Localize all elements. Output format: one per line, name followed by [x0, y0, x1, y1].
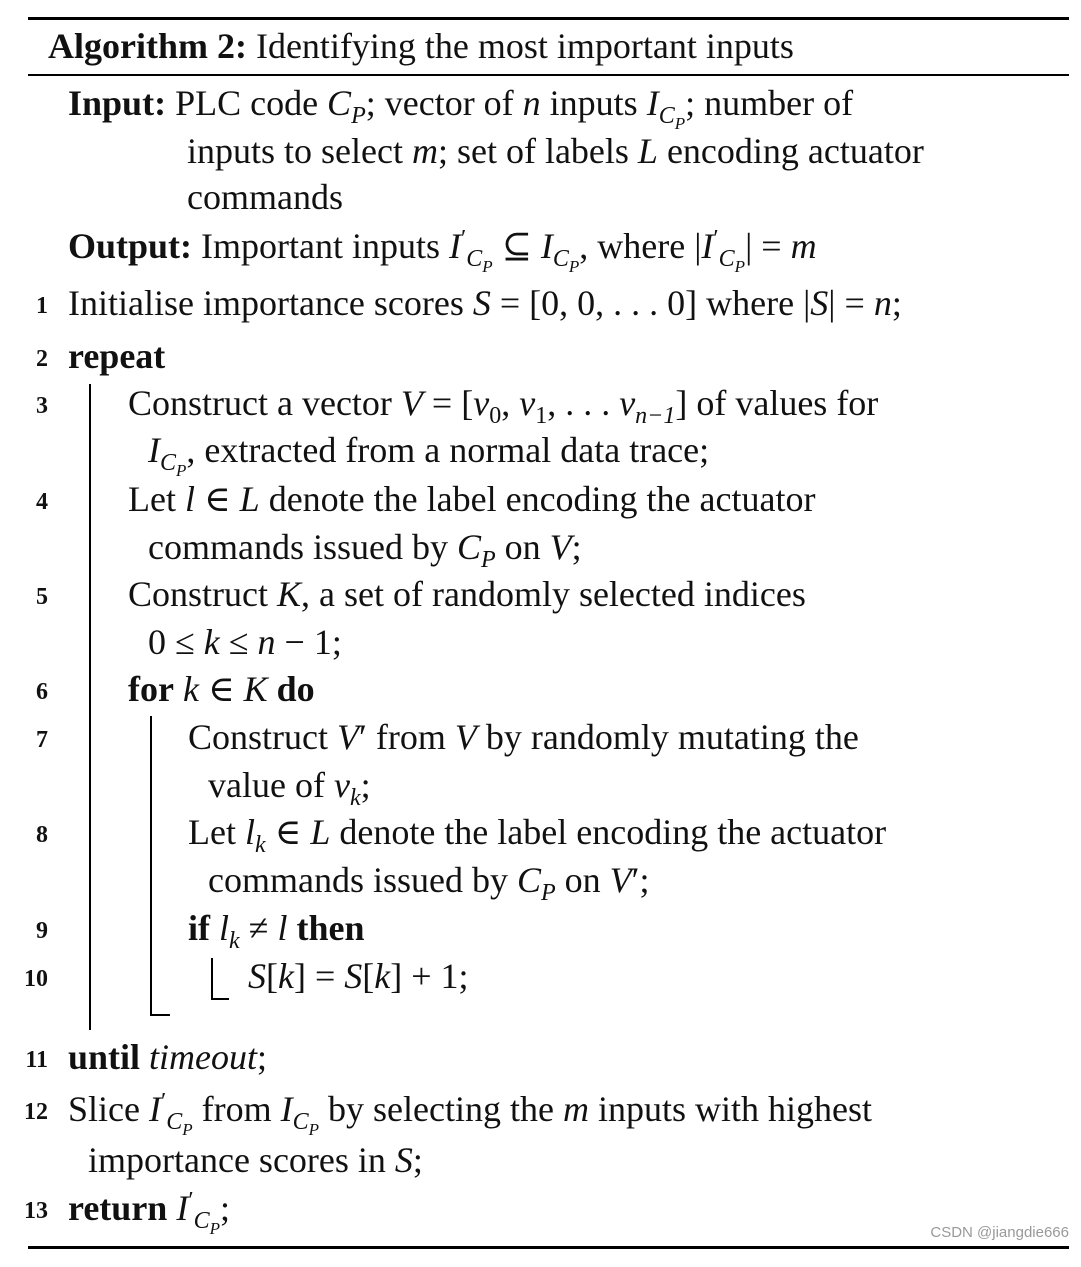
step-line-12-cont: importance scores in S;: [88, 1140, 423, 1180]
top-rule: [28, 17, 1069, 20]
output-line: Output: Important inputs $I'_{C_P}$ ⊆ $I_{C_P}$, where $|I'_{C_P}| = m$: [68, 226, 817, 276]
step-line-3-cont: $I_{C_P}$, extracted from a normal data trace;: [148, 430, 710, 480]
step-line-12: Slice $I'_{C_P}$ from $I_{C_P}$ by selecting the m inputs with highest: [68, 1089, 872, 1139]
if-block-bar: [211, 958, 213, 1000]
for-block-foot: [150, 1014, 170, 1016]
caption-rule: [28, 74, 1069, 76]
if-block-foot: [211, 998, 229, 1000]
algorithm-title: Identifying the most important inputs: [255, 26, 794, 66]
bottom-rule: [28, 1246, 1069, 1249]
step-line-8-cont: commands issued by $C_P$ on V′;: [208, 860, 650, 906]
line-number: 3: [36, 393, 48, 419]
line-number: 9: [36, 918, 48, 944]
line-number: 8: [36, 822, 48, 848]
step-line-13: return $I'_{C_P}$;: [68, 1188, 230, 1238]
line-number: 12: [24, 1099, 48, 1125]
algorithm-caption: [48, 22, 794, 70]
step-line-7-cont: value of $v_k$;: [208, 765, 371, 811]
step-line-8: Let $l_k$ ∈ L denote the label encoding the actuator: [188, 812, 887, 858]
line-number: 6: [36, 679, 48, 705]
step-line-5-cont: 0 ≤ k ≤ n − 1;: [148, 622, 342, 662]
step-line-2: repeat: [68, 336, 166, 376]
watermark: CSDN @jiangdie666: [930, 1224, 1069, 1241]
step-line-9: if $l_k \ne l$ then: [188, 908, 365, 954]
input-line-3: commands: [187, 177, 343, 217]
input-line-2: inputs to select m; set of labels L encoding actuator: [187, 131, 924, 171]
step-line-11: until timeout;: [68, 1037, 268, 1077]
repeat-block-bar: [89, 384, 91, 1030]
algorithm-label: Algorithm 2:: [48, 26, 247, 66]
step-line-7: Construct V′ from V by randomly mutating the: [188, 717, 859, 757]
line-number: 2: [36, 346, 48, 372]
line-number: 13: [24, 1198, 48, 1224]
line-number: 5: [36, 584, 48, 610]
step-line-4: Let l ∈ L denote the label encoding the actuator: [128, 479, 816, 519]
line-number: 4: [36, 489, 48, 515]
line-number: 1: [36, 293, 48, 319]
step-line-4-cont: commands issued by $C_P$ on V;: [148, 527, 582, 573]
step-line-10: S[k] = S[k] + 1;: [248, 956, 469, 996]
step-line-1: Initialise importance scores S = [0, 0, . . . 0] where |S| = n;: [68, 283, 902, 323]
step-line-6: for k ∈ K do: [128, 669, 315, 709]
line-number: 7: [36, 727, 48, 753]
step-line-3: Construct a vector $V = [v_0$, $v_1$, . . . $v_{n-1}$] of values for: [128, 383, 879, 429]
line-number: 10: [24, 966, 48, 992]
for-block-bar: [150, 716, 152, 1016]
line-number: 11: [25, 1047, 48, 1073]
step-line-5: Construct K, a set of randomly selected indices: [128, 574, 806, 614]
input-line-1: Input: PLC code $C_P$; vector of n inputs $I_{C_P}$; number of: [68, 83, 854, 133]
